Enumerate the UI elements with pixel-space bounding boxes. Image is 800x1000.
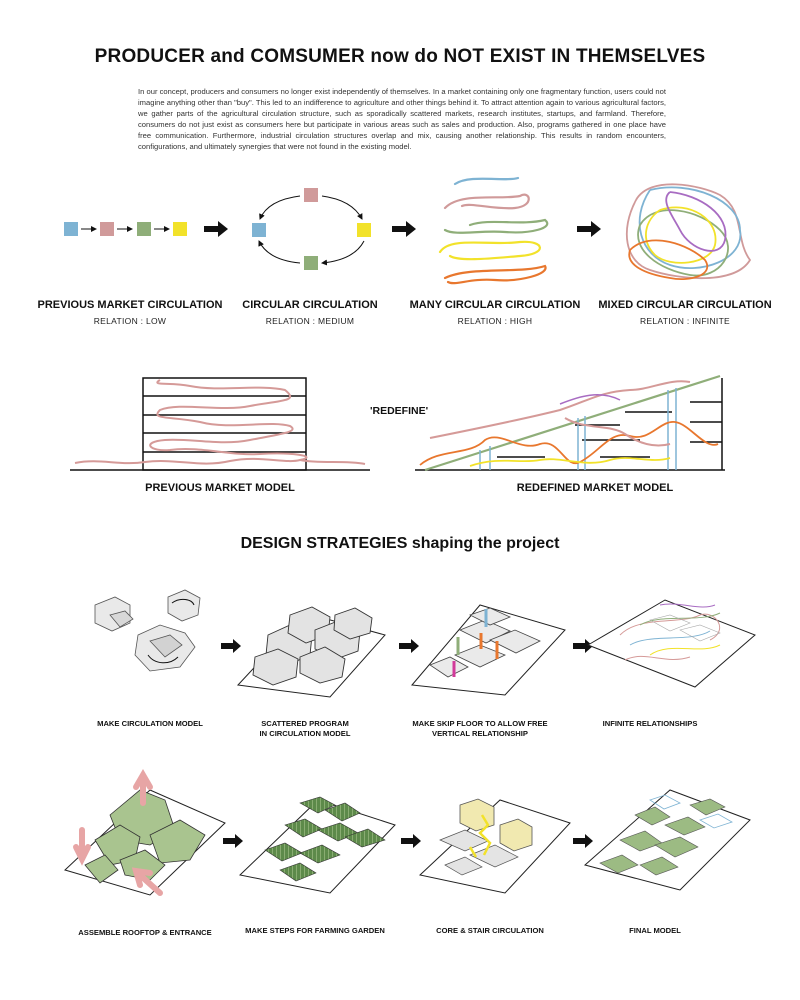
label-previous-market-model: PREVIOUS MARKET MODEL [145,482,295,494]
relation-infinite: RELATION : INFINITE [639,316,731,326]
many-circular-loops [440,178,547,283]
step-skip-floor [412,605,565,695]
green-square [137,222,151,236]
circular-loop [252,188,371,270]
yellow-square [173,222,187,236]
caption-skip-floor: MAKE SKIP FLOOR TO ALLOW FREE VERTICAL RELATIONSHIP [412,719,548,738]
redefine-label: 'REDEFINE' [370,405,429,417]
step-core-stair [420,799,570,893]
mixed-loops [627,184,750,279]
caption-make-circulation-model: MAKE CIRCULATION MODEL [97,719,203,728]
relation-low: RELATION : LOW [93,316,167,326]
step-scattered-program [238,607,385,697]
step-rooftop-entrance [65,775,225,895]
pink-square [100,222,114,236]
big-arrow-icon [577,221,601,237]
caption-assemble-rooftop-entrance: ASSEMBLE ROOFTOP & ENTRANCE [78,928,212,937]
circulation-diagrams [0,170,800,300]
caption-final-model: FINAL MODEL [629,926,681,935]
caption-infinite-relationships: INFINITE RELATIONSHIPS [602,719,698,728]
label-circular-circulation: CIRCULAR CIRCULATION [242,299,378,311]
relation-high: RELATION : HIGH [457,316,533,326]
relation-medium: RELATION : MEDIUM [265,316,355,326]
big-arrow-icon [204,221,228,237]
linear-chain [64,222,187,236]
caption-core-stair: CORE & STAIR CIRCULATION [436,926,544,935]
big-arrow-icon [392,221,416,237]
step-infinite-relationships [588,600,755,687]
strategy-diagrams [0,575,800,905]
blue-square [64,222,78,236]
market-models [0,360,800,480]
label-previous-market-circulation: PREVIOUS MARKET CIRCULATION [37,299,223,311]
previous-market-model-drawing [70,378,370,470]
redefined-market-model-drawing [415,376,725,470]
label-mixed-circular-circulation: MIXED CIRCULAR CIRCULATION [598,299,772,311]
step-final-model [585,790,750,890]
label-many-circular-circulation: MANY CIRCULAR CIRCULATION [409,299,581,311]
intro-paragraph: In our concept, producers and consumers no longer exist independently of themselves. In a market containing only one fragmentary function, users could not imagine anything other than "buy". This led to an indifference to agriculture and other things behind it. To attract attention again to various agricultural factors, we gather parts of the agricultural circulation structure, such as sporadically scattered markets, research institutes, startups, and farmland. Therefore, consumers do not just exist as consumers here but participate in various areas such as sales and production. Also, programs gathered in one place have free communication. Furthermore, industrial circulation structures overlap and mix, causing another relationship. This results in random encounters, configurations, and ultimately synergies that were not found in the existing model. [138,87,666,151]
caption-farming-garden: MAKE STEPS FOR FARMING GARDEN [245,926,385,935]
page-title: PRODUCER and COMSUMER now do NOT EXIST IN THEMSELVES [94,46,706,67]
step-farming-garden [240,797,395,893]
label-redefined-market-model: REDEFINED MARKET MODEL [516,482,674,494]
step-circulation-model [95,590,200,671]
design-strategies-title: DESIGN STRATEGIES shaping the project [240,535,560,552]
caption-scattered-program: SCATTERED PROGRAM IN CIRCULATION MODEL [259,719,351,738]
